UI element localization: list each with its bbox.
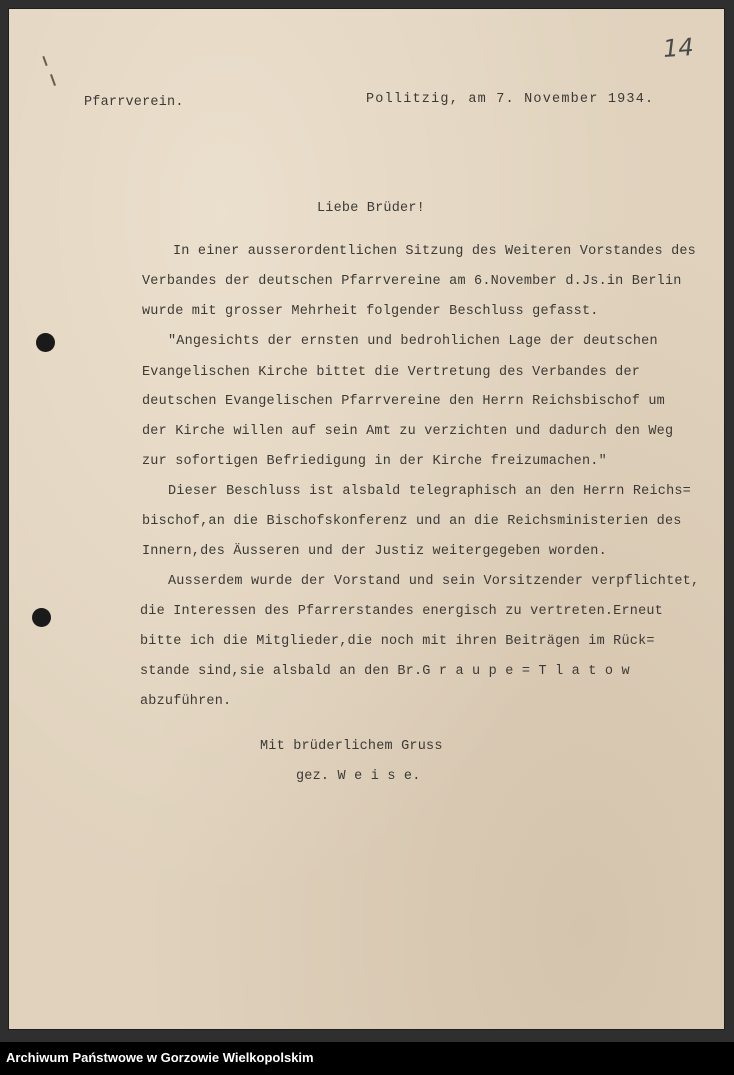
archive-footer (0, 1042, 734, 1075)
letter-line: zur sofortigen Befriedigung in der Kirche freizumachen." (142, 454, 607, 469)
letter-line: Innern,des Äusseren und der Justiz weitergegeben worden. (142, 544, 607, 559)
pencil-mark (42, 56, 47, 66)
letter-line: wurde mit grosser Mehrheit folgender Beschluss gefasst. (142, 304, 599, 319)
letter-line: "Angesichts der ernsten und bedrohlichen Lage der deutschen (168, 334, 658, 349)
sender-heading: Pfarrverein. (84, 95, 184, 110)
letter-line: In einer ausserordentlichen Sitzung des Weiteren Vorstandes des (173, 244, 696, 259)
archive-name: Archiwum Państwowe w Gorzowie Wielkopolskim (6, 1050, 314, 1065)
punch-hole (32, 608, 51, 627)
letter-line: stande sind,sie alsbald an den Br.G r a u p e = T l a t o w (140, 664, 630, 679)
letter-line: deutschen Evangelischen Pfarrvereine den Herrn Reichsbischof um (142, 394, 665, 409)
letter-line: Verbandes der deutschen Pfarrvereine am 6.November d.Js.in Berlin (142, 274, 682, 289)
signature: gez. W e i s e. (296, 769, 421, 784)
letter-line: bitte ich die Mitglieder,die noch mit ihren Beiträgen im Rück= (140, 634, 655, 649)
letter-line: abzuführen. (140, 694, 232, 709)
letter-line: bischof,an die Bischofskonferenz und an die Reichsministerien des (142, 514, 682, 529)
punch-hole (36, 333, 55, 352)
letter-line: die Interessen des Pfarrerstandes energisch zu vertreten.Erneut (140, 604, 663, 619)
letter-line: Evangelischen Kirche bittet die Vertretung des Verbandes der (142, 365, 641, 380)
letter-line: Ausserdem wurde der Vorstand und sein Vorsitzender verpflichtet, (168, 574, 700, 589)
closing: Mit brüderlichem Gruss (260, 739, 443, 754)
pencil-mark (50, 74, 56, 86)
page-number: 14 (662, 32, 695, 64)
letter-line: Dieser Beschluss ist alsbald telegraphisch an den Herrn Reichs= (168, 484, 691, 499)
place-date: Pollitzig, am 7. November 1934. (366, 92, 655, 107)
salutation: Liebe Brüder! (317, 201, 425, 216)
letter-line: der Kirche willen auf sein Amt zu verzichten und dadurch den Weg (142, 424, 674, 439)
document-page (8, 8, 725, 1030)
